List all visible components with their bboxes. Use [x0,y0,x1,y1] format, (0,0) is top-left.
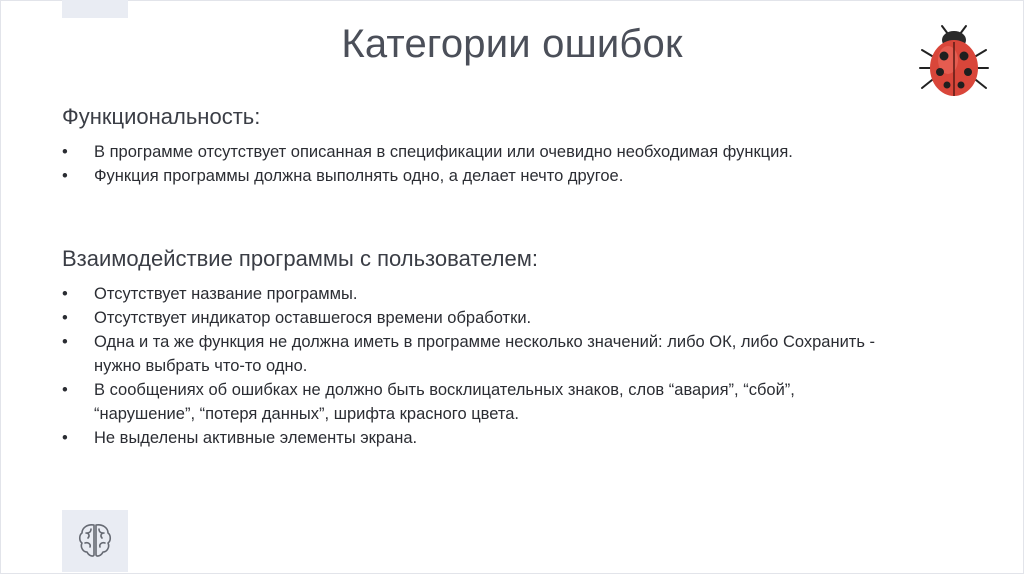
list-item: • Не выделены активные элементы экрана. [62,426,902,450]
bullet: • [62,429,68,447]
ladybug-icon [918,22,990,102]
brain-icon [77,521,113,561]
list-item: • Отсутствует название программы. [62,282,902,306]
list-item: • Одна и та же функция не должна иметь в программе несколько значений: либо ОК, либо Сохранить - нужно выбрать что-то одно. [62,330,902,378]
section-heading-ui: Взаимодействие программы с пользователем: [62,246,538,271]
bullet: • [62,167,68,185]
bullet: • [62,143,68,161]
list-item: • Отсутствует индикатор оставшегося времени обработки. [62,306,902,330]
slide-title: Категории ошибок [341,22,683,66]
functionality-list [62,140,902,188]
bullet: • [62,285,68,303]
brain-badge [62,510,128,572]
list-item: • В программе отсутствует описанная в спецификации или очевидно необходимая функция. [62,140,902,164]
list-item: • Функция программы должна выполнять одно, а делает нечто другое. [62,164,902,188]
list-item: • В сообщениях об ошибках не должно быть восклицательных знаков, слов “авария”, “сбой”, “нарушение”, “потеря данных”, шрифта красного цвета. [62,378,902,426]
corner-decoration [62,0,128,18]
bullet: • [62,381,68,399]
bullet: • [62,333,68,351]
bullet: • [62,309,68,327]
ui-interaction-list [62,282,902,450]
section-heading-functionality: Функциональность: [62,104,261,129]
